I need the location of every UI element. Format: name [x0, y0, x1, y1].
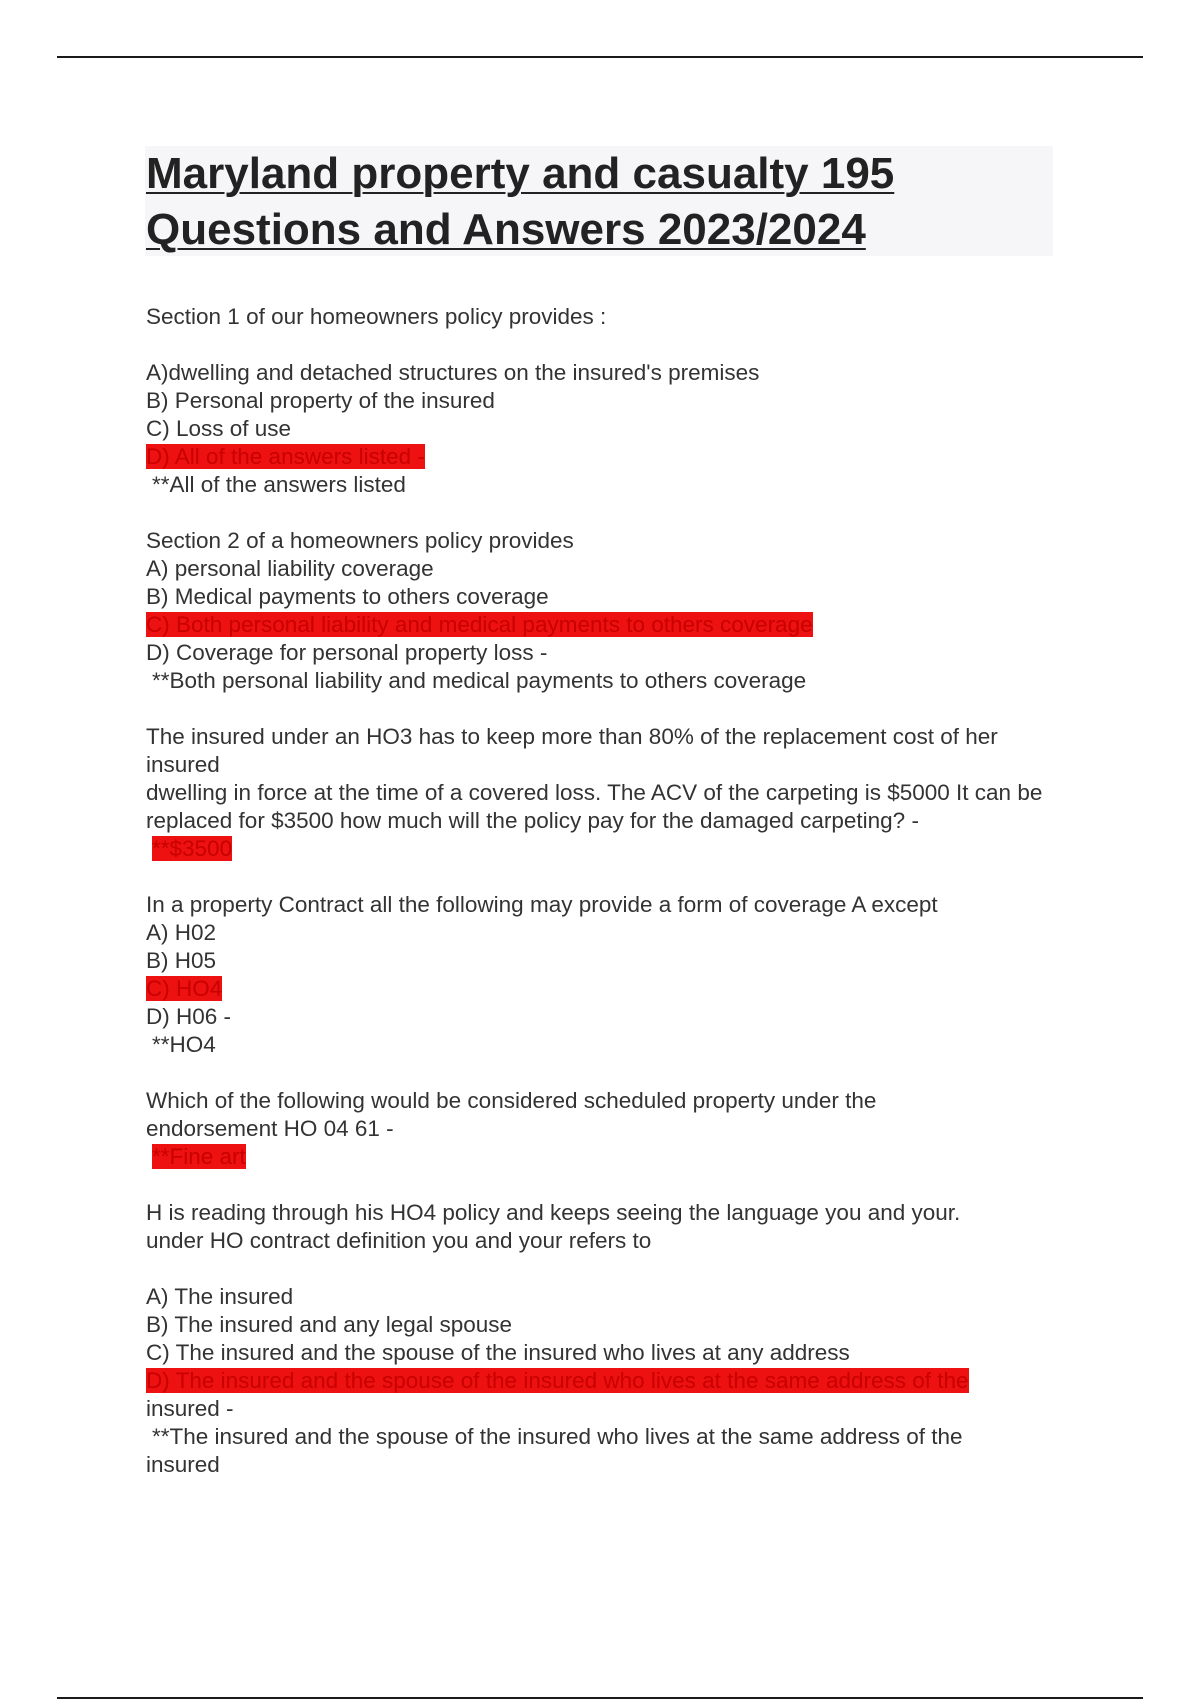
question-prompt-line-1: Which of the following would be considered scheduled property under the: [146, 1088, 877, 1113]
question-block-5: [146, 1087, 1046, 1171]
option-a: A) personal liability coverage: [146, 556, 434, 581]
question-block-6: [146, 1199, 1046, 1479]
question-prompt: Section 2 of a homeowners policy provides: [146, 528, 574, 553]
question-block-4: [146, 891, 1046, 1059]
answer-text: **Both personal liability and medical payments to others coverage: [152, 668, 807, 693]
option-d-continued: insured -: [146, 1396, 234, 1421]
highlighted-option-d: D) The insured and the spouse of the insured who lives at the same address of the: [146, 1368, 969, 1393]
question-prompt: In a property Contract all the following may provide a form of coverage A except: [146, 892, 938, 917]
question-prompt-line-2: under HO contract definition you and your refers to: [146, 1228, 652, 1253]
option-b: B) H05: [146, 948, 217, 973]
highlighted-option-c: C) HO4: [146, 976, 223, 1001]
option-a: A)dwelling and detached structures on the insured's premises: [146, 360, 760, 385]
option-b: B) The insured and any legal spouse: [146, 1312, 513, 1337]
option-b: B) Medical payments to others coverage: [146, 584, 549, 609]
question-block-1: [146, 303, 1046, 499]
highlighted-option-c: C) Both personal liability and medical payments to others coverage: [146, 612, 813, 637]
question-prompt-line-1: H is reading through his HO4 policy and keeps seeing the language you and your.: [146, 1200, 961, 1225]
answer-text: **HO4: [152, 1032, 216, 1057]
question-prompt-line-1: The insured under an HO3 has to keep more than 80% of the replacement cost of her insured: [146, 724, 998, 777]
highlighted-answer: **$3500: [152, 836, 233, 861]
question-block-3: [146, 723, 1046, 863]
top-rule: [57, 56, 1143, 58]
question-prompt: Section 1 of our homeowners policy provides :: [146, 304, 607, 329]
answer-text-line-2: insured: [146, 1452, 220, 1477]
option-d: D) Coverage for personal property loss -: [146, 640, 548, 665]
document-title: Maryland property and casualty 195 Questions and Answers 2023/2024: [146, 149, 895, 254]
bottom-rule: [57, 1697, 1143, 1699]
option-b: B) Personal property of the insured: [146, 388, 495, 413]
question-prompt-line-2: dwelling in force at the time of a covered loss. The ACV of the carpeting is $5000 It can be: [146, 780, 1043, 805]
highlighted-option-d: D) All of the answers listed -: [146, 444, 425, 469]
document-body: [146, 303, 1046, 1479]
answer-text: **All of the answers listed: [152, 472, 406, 497]
option-a: A) H02: [146, 920, 217, 945]
option-a: A) The insured: [146, 1284, 294, 1309]
highlighted-answer: **Fine art: [152, 1144, 246, 1169]
answer-text-line-1: **The insured and the spouse of the insured who lives at the same address of the: [152, 1424, 963, 1449]
option-d: D) H06 -: [146, 1004, 232, 1029]
option-c: C) Loss of use: [146, 416, 292, 441]
question-block-2: [146, 527, 1046, 695]
question-prompt-line-2: endorsement HO 04 61 -: [146, 1116, 394, 1141]
option-c: C) The insured and the spouse of the insured who lives at any address: [146, 1340, 850, 1365]
question-prompt-line-3: replaced for $3500 how much will the policy pay for the damaged carpeting? -: [146, 808, 919, 833]
